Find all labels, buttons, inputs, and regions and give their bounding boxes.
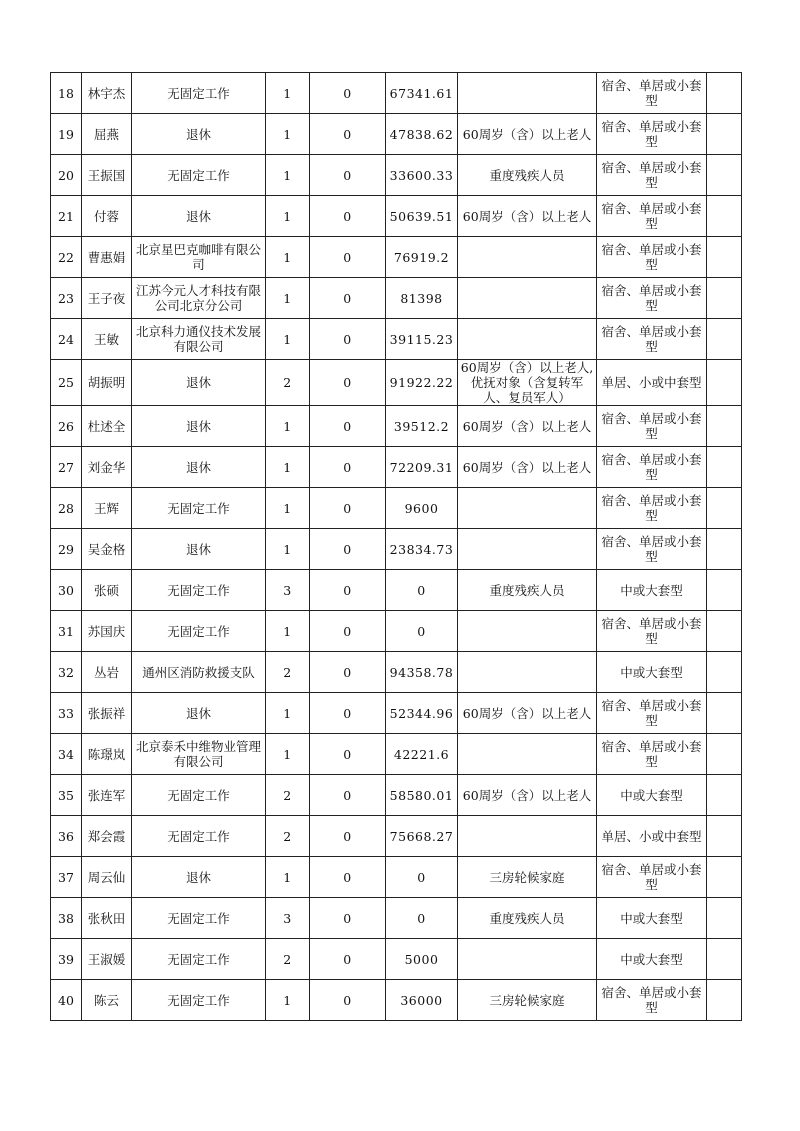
table-row — [51, 73, 742, 114]
row-members-cell: 1 — [266, 611, 310, 652]
row-seq-cell: 33 — [51, 693, 82, 734]
row-housing-area-cell: 0 — [310, 488, 386, 529]
applicant-table — [50, 72, 742, 1021]
row-name-cell: 王辉 — [82, 488, 132, 529]
row-income-cell: 75668.27 — [386, 816, 458, 857]
row-work-unit-cell: 无固定工作 — [132, 980, 266, 1021]
row-category-cell: 60周岁（含）以上老人 — [458, 775, 597, 816]
row-remark-cell — [707, 406, 742, 447]
table-row — [51, 155, 742, 196]
row-house-type-cell: 宿舍、单居或小套型 — [597, 196, 707, 237]
row-remark-cell — [707, 73, 742, 114]
row-seq-cell: 34 — [51, 734, 82, 775]
row-category-cell: 60周岁（含）以上老人 — [458, 114, 597, 155]
row-category-cell — [458, 73, 597, 114]
row-housing-area-cell: 0 — [310, 857, 386, 898]
table-row — [51, 775, 742, 816]
row-remark-cell — [707, 196, 742, 237]
row-house-type-cell: 中或大套型 — [597, 898, 707, 939]
row-name-cell: 杜述全 — [82, 406, 132, 447]
row-house-type-cell: 中或大套型 — [597, 652, 707, 693]
row-income-cell: 42221.6 — [386, 734, 458, 775]
row-housing-area-cell: 0 — [310, 406, 386, 447]
table-row — [51, 488, 742, 529]
row-members-cell: 1 — [266, 980, 310, 1021]
table-row — [51, 278, 742, 319]
row-income-cell: 9600 — [386, 488, 458, 529]
row-name-cell: 王子夜 — [82, 278, 132, 319]
row-seq-cell: 23 — [51, 278, 82, 319]
row-income-cell: 76919.2 — [386, 237, 458, 278]
row-category-cell — [458, 237, 597, 278]
row-name-cell: 张硕 — [82, 570, 132, 611]
row-work-unit-cell: 通州区消防救援支队 — [132, 652, 266, 693]
row-work-unit-cell: 无固定工作 — [132, 488, 266, 529]
row-category-cell: 三房轮候家庭 — [458, 857, 597, 898]
row-work-unit-cell: 无固定工作 — [132, 155, 266, 196]
row-housing-area-cell: 0 — [310, 652, 386, 693]
row-housing-area-cell: 0 — [310, 734, 386, 775]
row-name-cell: 刘金华 — [82, 447, 132, 488]
row-house-type-cell: 宿舍、单居或小套型 — [597, 529, 707, 570]
row-members-cell: 1 — [266, 278, 310, 319]
row-house-type-cell: 宿舍、单居或小套型 — [597, 114, 707, 155]
row-seq-cell: 38 — [51, 898, 82, 939]
row-income-cell: 0 — [386, 898, 458, 939]
row-name-cell: 林宇杰 — [82, 73, 132, 114]
row-housing-area-cell: 0 — [310, 155, 386, 196]
row-members-cell: 3 — [266, 898, 310, 939]
table-row — [51, 529, 742, 570]
row-income-cell: 0 — [386, 857, 458, 898]
row-name-cell: 苏国庆 — [82, 611, 132, 652]
row-house-type-cell: 中或大套型 — [597, 939, 707, 980]
row-category-cell — [458, 611, 597, 652]
row-seq-cell: 28 — [51, 488, 82, 529]
row-seq-cell: 25 — [51, 360, 82, 406]
row-category-cell — [458, 319, 597, 360]
row-work-unit-cell: 江苏今元人才科技有限公司北京分公司 — [132, 278, 266, 319]
row-income-cell: 23834.73 — [386, 529, 458, 570]
row-remark-cell — [707, 319, 742, 360]
row-category-cell: 60周岁（含）以上老人 — [458, 693, 597, 734]
row-seq-cell: 24 — [51, 319, 82, 360]
row-work-unit-cell: 北京泰禾中维物业管理有限公司 — [132, 734, 266, 775]
row-members-cell: 1 — [266, 447, 310, 488]
row-work-unit-cell: 退休 — [132, 857, 266, 898]
row-housing-area-cell: 0 — [310, 775, 386, 816]
row-remark-cell — [707, 734, 742, 775]
row-remark-cell — [707, 652, 742, 693]
row-category-cell — [458, 652, 597, 693]
row-income-cell: 67341.61 — [386, 73, 458, 114]
row-remark-cell — [707, 570, 742, 611]
row-name-cell: 张振祥 — [82, 693, 132, 734]
row-income-cell: 39512.2 — [386, 406, 458, 447]
table-row — [51, 857, 742, 898]
row-category-cell: 60周岁（含）以上老人,优抚对象（含复转军人、复员军人） — [458, 360, 597, 406]
row-name-cell: 王敏 — [82, 319, 132, 360]
row-remark-cell — [707, 775, 742, 816]
row-seq-cell: 31 — [51, 611, 82, 652]
row-name-cell: 王振国 — [82, 155, 132, 196]
row-housing-area-cell: 0 — [310, 114, 386, 155]
row-seq-cell: 37 — [51, 857, 82, 898]
table-row — [51, 898, 742, 939]
row-work-unit-cell: 无固定工作 — [132, 570, 266, 611]
table-row — [51, 939, 742, 980]
table-row — [51, 360, 742, 406]
row-category-cell: 三房轮候家庭 — [458, 980, 597, 1021]
row-category-cell — [458, 939, 597, 980]
row-house-type-cell: 单居、小或中套型 — [597, 360, 707, 406]
row-work-unit-cell: 北京科力通仪技术发展有限公司 — [132, 319, 266, 360]
row-remark-cell — [707, 447, 742, 488]
row-category-cell: 60周岁（含）以上老人 — [458, 406, 597, 447]
row-name-cell: 张秋田 — [82, 898, 132, 939]
row-house-type-cell: 宿舍、单居或小套型 — [597, 155, 707, 196]
row-seq-cell: 30 — [51, 570, 82, 611]
row-housing-area-cell: 0 — [310, 237, 386, 278]
row-seq-cell: 26 — [51, 406, 82, 447]
row-members-cell: 2 — [266, 775, 310, 816]
row-house-type-cell: 宿舍、单居或小套型 — [597, 319, 707, 360]
row-work-unit-cell: 无固定工作 — [132, 611, 266, 652]
row-income-cell: 72209.31 — [386, 447, 458, 488]
row-seq-cell: 35 — [51, 775, 82, 816]
row-housing-area-cell: 0 — [310, 319, 386, 360]
row-housing-area-cell: 0 — [310, 360, 386, 406]
row-house-type-cell: 中或大套型 — [597, 570, 707, 611]
row-seq-cell: 32 — [51, 652, 82, 693]
row-house-type-cell: 宿舍、单居或小套型 — [597, 693, 707, 734]
row-remark-cell — [707, 693, 742, 734]
table-row — [51, 611, 742, 652]
row-house-type-cell: 宿舍、单居或小套型 — [597, 980, 707, 1021]
row-name-cell: 吴金格 — [82, 529, 132, 570]
row-seq-cell: 21 — [51, 196, 82, 237]
row-income-cell: 94358.78 — [386, 652, 458, 693]
row-name-cell: 张连军 — [82, 775, 132, 816]
table-row — [51, 237, 742, 278]
row-members-cell: 1 — [266, 488, 310, 529]
row-income-cell: 58580.01 — [386, 775, 458, 816]
row-category-cell: 重度残疾人员 — [458, 898, 597, 939]
row-remark-cell — [707, 939, 742, 980]
row-housing-area-cell: 0 — [310, 693, 386, 734]
row-work-unit-cell: 退休 — [132, 360, 266, 406]
row-work-unit-cell: 无固定工作 — [132, 939, 266, 980]
row-members-cell: 2 — [266, 360, 310, 406]
row-name-cell: 曹惠娟 — [82, 237, 132, 278]
row-house-type-cell: 中或大套型 — [597, 775, 707, 816]
row-members-cell: 1 — [266, 529, 310, 570]
row-members-cell: 1 — [266, 693, 310, 734]
row-house-type-cell: 宿舍、单居或小套型 — [597, 857, 707, 898]
row-income-cell: 5000 — [386, 939, 458, 980]
row-remark-cell — [707, 816, 742, 857]
row-members-cell: 3 — [266, 570, 310, 611]
row-seq-cell: 40 — [51, 980, 82, 1021]
row-work-unit-cell: 退休 — [132, 447, 266, 488]
row-work-unit-cell: 无固定工作 — [132, 816, 266, 857]
row-housing-area-cell: 0 — [310, 898, 386, 939]
row-income-cell: 50639.51 — [386, 196, 458, 237]
table-row — [51, 816, 742, 857]
table-row — [51, 114, 742, 155]
row-seq-cell: 22 — [51, 237, 82, 278]
row-housing-area-cell: 0 — [310, 196, 386, 237]
row-remark-cell — [707, 278, 742, 319]
row-members-cell: 2 — [266, 816, 310, 857]
row-house-type-cell: 宿舍、单居或小套型 — [597, 278, 707, 319]
row-category-cell — [458, 734, 597, 775]
row-housing-area-cell: 0 — [310, 570, 386, 611]
row-seq-cell: 20 — [51, 155, 82, 196]
row-income-cell: 33600.33 — [386, 155, 458, 196]
row-work-unit-cell: 退休 — [132, 114, 266, 155]
row-house-type-cell: 宿舍、单居或小套型 — [597, 73, 707, 114]
table-body — [51, 73, 742, 1021]
row-remark-cell — [707, 980, 742, 1021]
row-members-cell: 1 — [266, 319, 310, 360]
row-category-cell: 重度残疾人员 — [458, 570, 597, 611]
row-income-cell: 0 — [386, 611, 458, 652]
row-name-cell: 屈燕 — [82, 114, 132, 155]
row-remark-cell — [707, 898, 742, 939]
row-house-type-cell: 单居、小或中套型 — [597, 816, 707, 857]
row-remark-cell — [707, 360, 742, 406]
row-house-type-cell: 宿舍、单居或小套型 — [597, 734, 707, 775]
row-work-unit-cell: 退休 — [132, 406, 266, 447]
row-work-unit-cell: 北京星巴克咖啡有限公司 — [132, 237, 266, 278]
row-category-cell — [458, 488, 597, 529]
row-remark-cell — [707, 529, 742, 570]
table-row — [51, 570, 742, 611]
row-income-cell: 0 — [386, 570, 458, 611]
table-row — [51, 406, 742, 447]
row-seq-cell: 29 — [51, 529, 82, 570]
row-remark-cell — [707, 155, 742, 196]
row-remark-cell — [707, 114, 742, 155]
table-row — [51, 693, 742, 734]
row-remark-cell — [707, 488, 742, 529]
row-work-unit-cell: 无固定工作 — [132, 73, 266, 114]
row-house-type-cell: 宿舍、单居或小套型 — [597, 237, 707, 278]
row-housing-area-cell: 0 — [310, 939, 386, 980]
row-category-cell — [458, 816, 597, 857]
row-name-cell: 付蓉 — [82, 196, 132, 237]
row-members-cell: 1 — [266, 114, 310, 155]
row-name-cell: 胡振明 — [82, 360, 132, 406]
row-category-cell — [458, 278, 597, 319]
row-seq-cell: 36 — [51, 816, 82, 857]
row-housing-area-cell: 0 — [310, 816, 386, 857]
row-seq-cell: 18 — [51, 73, 82, 114]
row-seq-cell: 19 — [51, 114, 82, 155]
row-remark-cell — [707, 857, 742, 898]
row-category-cell: 60周岁（含）以上老人 — [458, 196, 597, 237]
row-income-cell: 81398 — [386, 278, 458, 319]
row-members-cell: 1 — [266, 237, 310, 278]
row-members-cell: 1 — [266, 196, 310, 237]
row-seq-cell: 39 — [51, 939, 82, 980]
row-name-cell: 郑会霞 — [82, 816, 132, 857]
row-members-cell: 1 — [266, 406, 310, 447]
row-house-type-cell: 宿舍、单居或小套型 — [597, 488, 707, 529]
row-income-cell: 52344.96 — [386, 693, 458, 734]
row-housing-area-cell: 0 — [310, 447, 386, 488]
row-category-cell: 60周岁（含）以上老人 — [458, 447, 597, 488]
row-housing-area-cell: 0 — [310, 73, 386, 114]
row-work-unit-cell: 无固定工作 — [132, 898, 266, 939]
table-row — [51, 196, 742, 237]
row-name-cell: 陈云 — [82, 980, 132, 1021]
row-name-cell: 陈璟岚 — [82, 734, 132, 775]
row-name-cell: 丛岩 — [82, 652, 132, 693]
row-members-cell: 2 — [266, 652, 310, 693]
row-housing-area-cell: 0 — [310, 529, 386, 570]
row-housing-area-cell: 0 — [310, 278, 386, 319]
row-remark-cell — [707, 611, 742, 652]
row-category-cell — [458, 529, 597, 570]
row-income-cell: 47838.62 — [386, 114, 458, 155]
table-row — [51, 734, 742, 775]
table-row — [51, 319, 742, 360]
row-members-cell: 1 — [266, 857, 310, 898]
row-category-cell: 重度残疾人员 — [458, 155, 597, 196]
row-housing-area-cell: 0 — [310, 611, 386, 652]
row-income-cell: 39115.23 — [386, 319, 458, 360]
row-work-unit-cell: 退休 — [132, 196, 266, 237]
table-row — [51, 652, 742, 693]
row-name-cell: 周云仙 — [82, 857, 132, 898]
row-members-cell: 1 — [266, 734, 310, 775]
row-members-cell: 2 — [266, 939, 310, 980]
row-house-type-cell: 宿舍、单居或小套型 — [597, 406, 707, 447]
row-remark-cell — [707, 237, 742, 278]
table-row — [51, 980, 742, 1021]
row-work-unit-cell: 无固定工作 — [132, 775, 266, 816]
row-work-unit-cell: 退休 — [132, 693, 266, 734]
row-housing-area-cell: 0 — [310, 980, 386, 1021]
row-members-cell: 1 — [266, 155, 310, 196]
table-row — [51, 447, 742, 488]
row-income-cell: 36000 — [386, 980, 458, 1021]
row-seq-cell: 27 — [51, 447, 82, 488]
row-house-type-cell: 宿舍、单居或小套型 — [597, 447, 707, 488]
row-income-cell: 91922.22 — [386, 360, 458, 406]
row-house-type-cell: 宿舍、单居或小套型 — [597, 611, 707, 652]
row-name-cell: 王淑媛 — [82, 939, 132, 980]
row-work-unit-cell: 退休 — [132, 529, 266, 570]
row-members-cell: 1 — [266, 73, 310, 114]
